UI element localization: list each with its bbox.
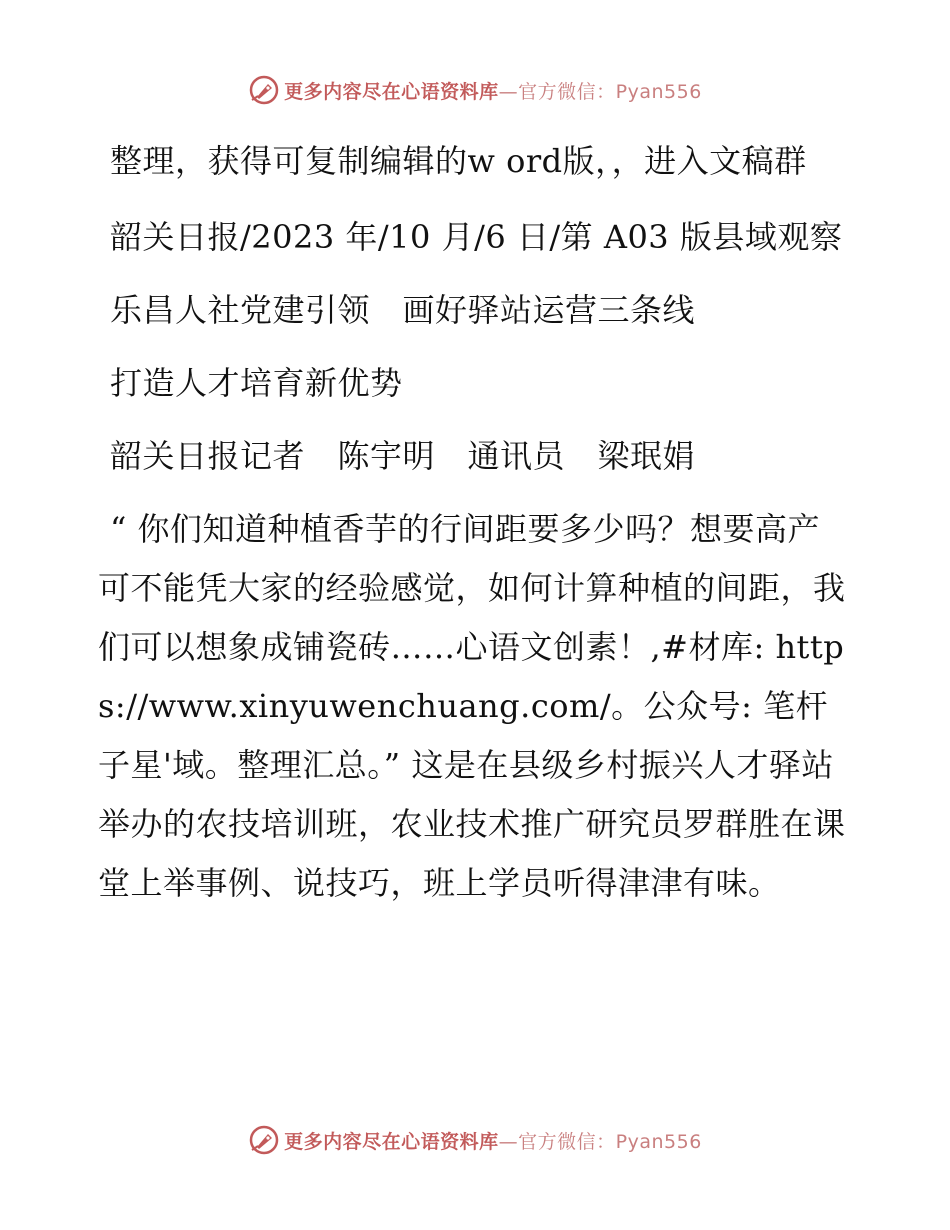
header-watermark-rest: —官方微信：Pyan556 [498,80,702,103]
byline: 韶关日报记者 陈宇明 通讯员 梁珉娟 [110,437,696,475]
intro-line: 整理，获得可复制编辑的w ord版，，进入文稿群 [110,142,807,180]
source-line: 韶关日报/2023 年/10 月/6 日/第 A03 版县域观察 [110,218,843,256]
document-body [98,120,848,913]
header-watermark-banner [0,70,950,110]
headline-primary: 乐昌人社党建引领 画好驿站运营三条线 [110,291,696,329]
header-watermark-text [284,77,702,104]
pen-nib-circle-icon [248,1124,280,1156]
footer-watermark-banner [0,1120,950,1160]
footer-watermark-rest: —官方微信：Pyan556 [498,1130,702,1153]
pen-nib-circle-icon [248,74,280,106]
footer-watermark-main: 更多内容尽在心语资料库 [284,1130,499,1153]
headline-secondary: 打造人才培育新优势 [110,364,403,402]
header-watermark-main: 更多内容尽在心语资料库 [284,80,499,103]
footer-watermark-text [284,1127,702,1154]
body-paragraph: “ 你们知道种植香芋的行间距要多少吗？想要高产可不能凭大家的经验感觉，如何计算种植的间距，我们可以想象成铺瓷砖……心语文创素！,#材库: https://www.xinyuwenchuang.com/。公众号: 笔杆子星'域。整理汇总。” 这是在县级乡村振兴人才驿站举办的农技培训班，农业技术推广研究员罗群胜在课堂上举事例、说技巧，班上学员听得津津有味。 [98,510,846,902]
